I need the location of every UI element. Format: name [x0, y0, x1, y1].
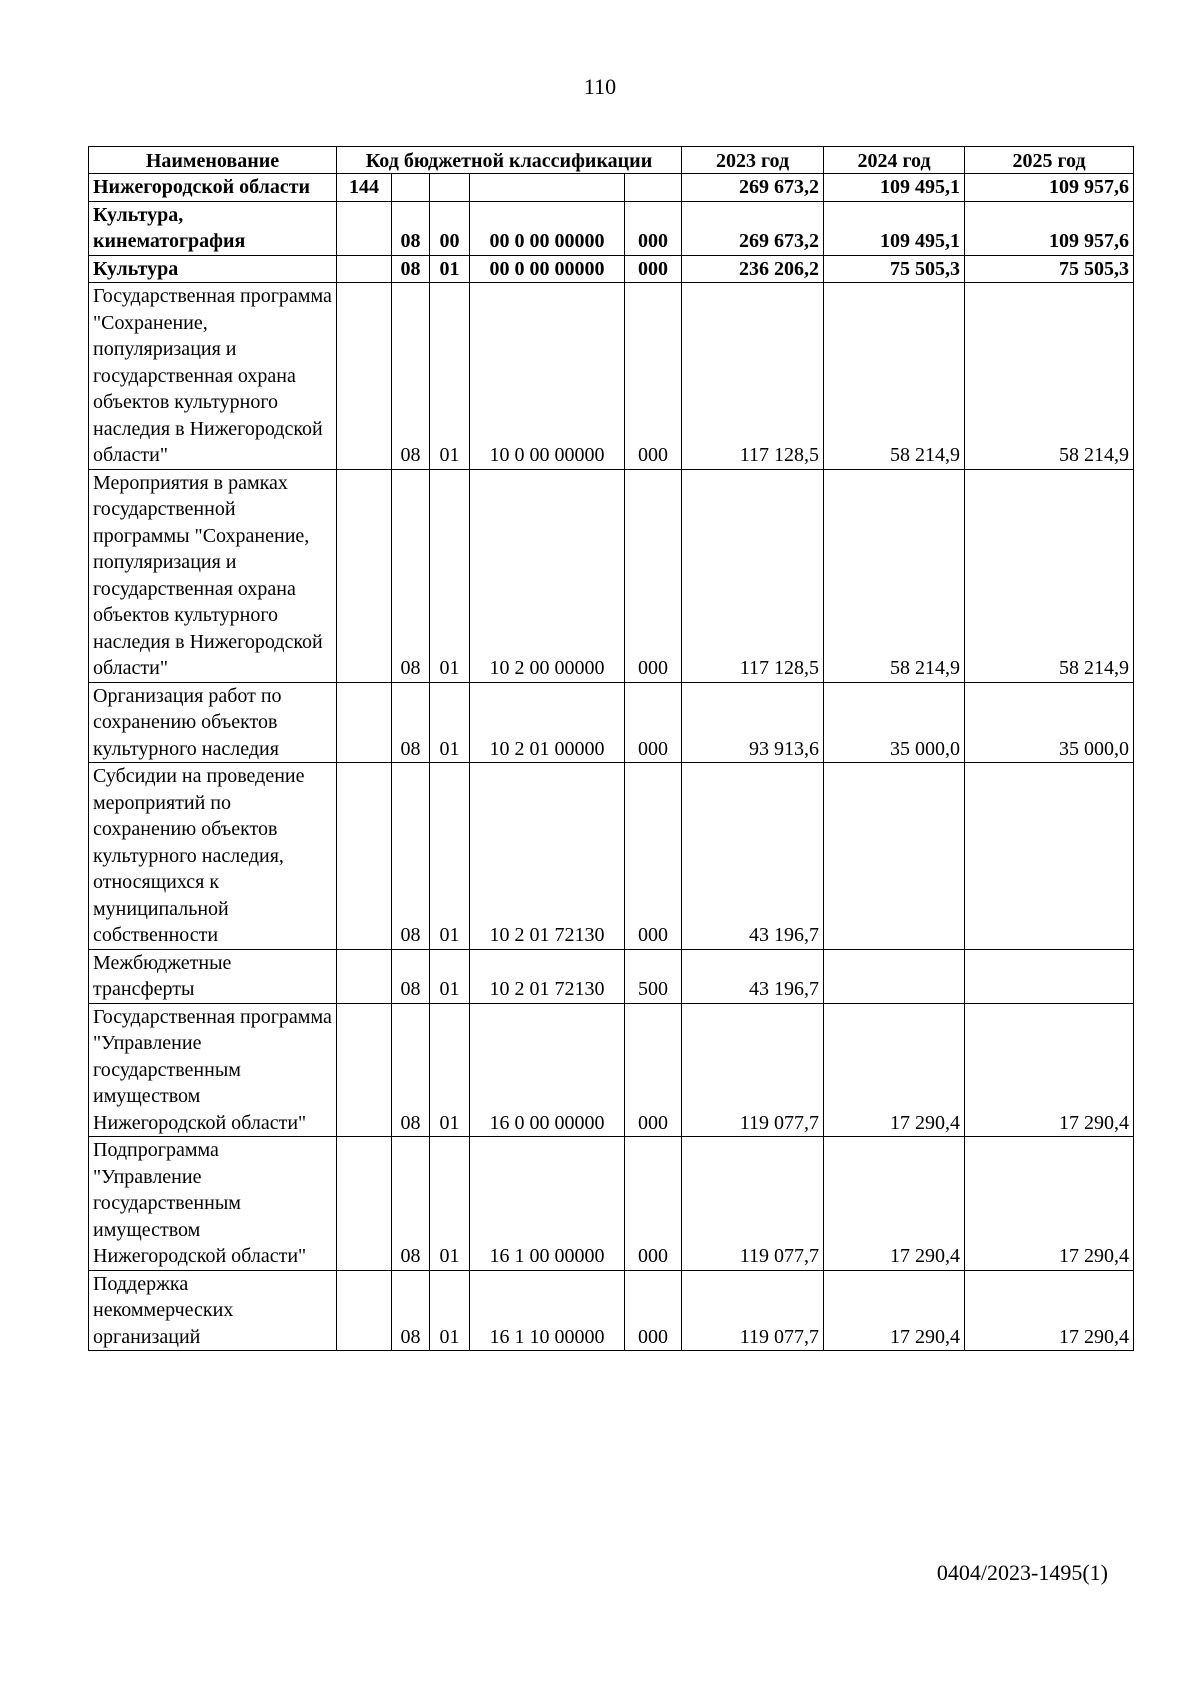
row-name: Нижегородской области	[89, 174, 337, 202]
table-row	[89, 469, 1134, 682]
code-cell	[337, 255, 392, 283]
header-code: Код бюджетной классификации	[337, 147, 682, 174]
value-2023: 119 077,7	[682, 1270, 824, 1351]
table-row	[89, 682, 1134, 763]
table-row	[89, 763, 1134, 950]
code-cell: 08	[392, 1270, 430, 1351]
value-2024: 17 290,4	[824, 1270, 965, 1351]
row-name: Мероприятия в рамках государственной программы "Сохранение, популяризация и государственная охрана объектов культурного наследия в Нижегородской области"	[89, 469, 337, 682]
code-cell: 01	[430, 283, 470, 470]
code-cell: 00 0 00 00000	[470, 255, 625, 283]
header-name: Наименование	[89, 147, 337, 174]
value-2024: 109 495,1	[824, 174, 965, 202]
value-2025: 17 290,4	[965, 1137, 1134, 1271]
value-2024: 35 000,0	[824, 682, 965, 763]
page-number: 110	[583, 74, 617, 99]
code-cell: 10 2 01 00000	[470, 682, 625, 763]
code-cell: 01	[430, 255, 470, 283]
code-cell: 08	[392, 469, 430, 682]
table-header-row	[89, 147, 1134, 174]
value-2024	[824, 763, 965, 950]
code-cell: 01	[430, 1003, 470, 1137]
value-2025: 17 290,4	[965, 1270, 1134, 1351]
row-name: Подпрограмма "Управление государственным имуществом Нижегородской области"	[89, 1137, 337, 1271]
code-cell: 000	[625, 1137, 682, 1271]
code-cell: 01	[430, 469, 470, 682]
header-2023: 2023 год	[682, 147, 824, 174]
code-cell: 08	[392, 283, 430, 470]
code-cell: 16 1 00 00000	[470, 1137, 625, 1271]
code-cell	[337, 1270, 392, 1351]
value-2024: 17 290,4	[824, 1137, 965, 1271]
table-row	[89, 174, 1134, 202]
code-cell: 01	[430, 1137, 470, 1271]
code-cell: 08	[392, 255, 430, 283]
table-row	[89, 1270, 1134, 1351]
value-2025: 17 290,4	[965, 1003, 1134, 1137]
code-cell: 08	[392, 682, 430, 763]
code-cell	[430, 174, 470, 202]
header-2024: 2024 год	[824, 147, 965, 174]
value-2023: 269 673,2	[682, 174, 824, 202]
value-2025: 109 957,6	[965, 201, 1134, 255]
value-2023: 119 077,7	[682, 1137, 824, 1271]
value-2024	[824, 949, 965, 1003]
code-cell: 00	[430, 201, 470, 255]
value-2024: 58 214,9	[824, 283, 965, 470]
value-2025: 109 957,6	[965, 174, 1134, 202]
code-cell: 10 2 01 72130	[470, 763, 625, 950]
code-cell: 000	[625, 469, 682, 682]
code-cell: 10 2 01 72130	[470, 949, 625, 1003]
code-cell: 000	[625, 283, 682, 470]
value-2025: 75 505,3	[965, 255, 1134, 283]
table-row	[89, 949, 1134, 1003]
code-cell	[337, 283, 392, 470]
value-2023: 43 196,7	[682, 763, 824, 950]
code-cell	[625, 174, 682, 202]
code-cell: 000	[625, 682, 682, 763]
value-2023: 117 128,5	[682, 469, 824, 682]
row-name: Государственная программа "Сохранение, популяризация и государственная охрана объектов культурного наследия в Нижегородской области"	[89, 283, 337, 470]
code-cell: 10 0 00 00000	[470, 283, 625, 470]
table-row	[89, 1137, 1134, 1271]
code-cell	[337, 949, 392, 1003]
value-2023: 43 196,7	[682, 949, 824, 1003]
table-row	[89, 255, 1134, 283]
code-cell: 00 0 00 00000	[470, 201, 625, 255]
code-cell	[337, 201, 392, 255]
code-cell: 144	[337, 174, 392, 202]
code-cell: 16 1 10 00000	[470, 1270, 625, 1351]
value-2023: 93 913,6	[682, 682, 824, 763]
code-cell: 500	[625, 949, 682, 1003]
value-2024: 109 495,1	[824, 201, 965, 255]
code-cell: 000	[625, 255, 682, 283]
code-cell: 10 2 00 00000	[470, 469, 625, 682]
document-id: 0404/2023-1495(1)	[936, 1560, 1108, 1585]
code-cell	[337, 763, 392, 950]
row-name: Культура	[89, 255, 337, 283]
code-cell: 08	[392, 1137, 430, 1271]
code-cell: 08	[392, 949, 430, 1003]
code-cell: 01	[430, 1270, 470, 1351]
code-cell: 01	[430, 682, 470, 763]
code-cell	[337, 1137, 392, 1271]
code-cell: 000	[625, 1270, 682, 1351]
row-name: Субсидии на проведение мероприятий по сохранению объектов культурного наследия, относящихся к муниципальной собственности	[89, 763, 337, 950]
code-cell: 01	[430, 949, 470, 1003]
row-name: Государственная программа "Управление государственным имуществом Нижегородской области"	[89, 1003, 337, 1137]
value-2023: 236 206,2	[682, 255, 824, 283]
row-name: Культура, кинематография	[89, 201, 337, 255]
code-cell: 000	[625, 1003, 682, 1137]
value-2023: 119 077,7	[682, 1003, 824, 1137]
value-2023: 117 128,5	[682, 283, 824, 470]
table-row	[89, 1003, 1134, 1137]
row-name: Организация работ по сохранению объектов культурного наследия	[89, 682, 337, 763]
code-cell	[392, 174, 430, 202]
code-cell	[337, 1003, 392, 1137]
row-name: Поддержка некоммерческих организаций	[89, 1270, 337, 1351]
value-2025	[965, 949, 1134, 1003]
value-2025: 58 214,9	[965, 283, 1134, 470]
header-2025: 2025 год	[965, 147, 1134, 174]
value-2023: 269 673,2	[682, 201, 824, 255]
code-cell: 08	[392, 763, 430, 950]
value-2025: 58 214,9	[965, 469, 1134, 682]
code-cell: 000	[625, 201, 682, 255]
table-row	[89, 201, 1134, 255]
code-cell: 08	[392, 201, 430, 255]
value-2024: 75 505,3	[824, 255, 965, 283]
code-cell: 01	[430, 763, 470, 950]
code-cell: 000	[625, 763, 682, 950]
code-cell: 08	[392, 1003, 430, 1137]
value-2025	[965, 763, 1134, 950]
code-cell	[470, 174, 625, 202]
row-name: Межбюджетные трансферты	[89, 949, 337, 1003]
code-cell: 16 0 00 00000	[470, 1003, 625, 1137]
value-2024: 17 290,4	[824, 1003, 965, 1137]
value-2025: 35 000,0	[965, 682, 1134, 763]
value-2024: 58 214,9	[824, 469, 965, 682]
budget-table	[88, 146, 1134, 1351]
code-cell	[337, 682, 392, 763]
table-row	[89, 283, 1134, 470]
code-cell	[337, 469, 392, 682]
